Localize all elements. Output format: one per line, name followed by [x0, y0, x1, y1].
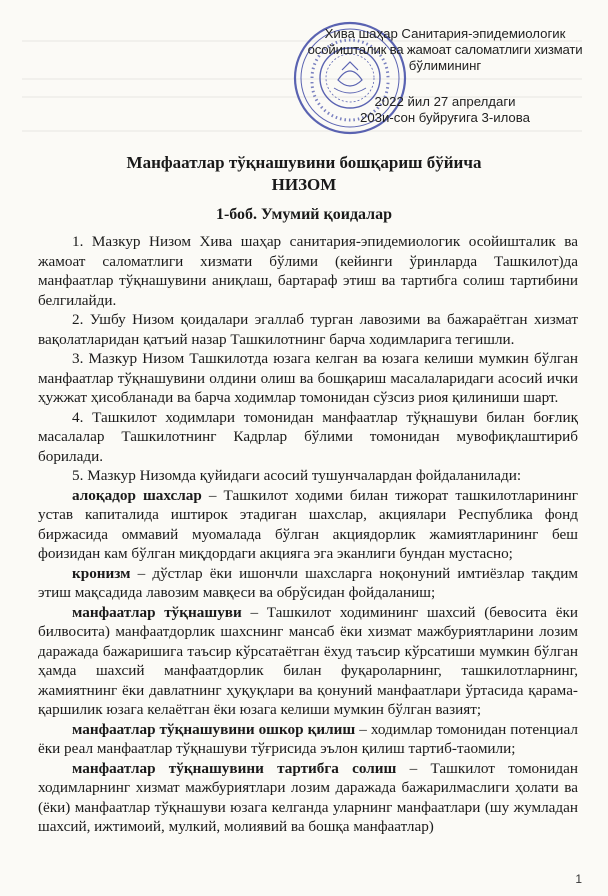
definition-item	[38, 720, 578, 759]
definition-text: – Ташкилот ходими билан тижорат ташкилотларининг устав капиталида иштирок этадиган шахслар, акциялари Республика фонд биржасида оммавий муомалада бўлган акциядорлик жамиятларининг беш фоизидан кам бўлган миқдордаги акцияга эга эканлиги бундан мустасно;	[38, 486, 578, 562]
chapter-heading: 1-боб. Умумий қоидалар	[215, 206, 393, 223]
page-number: 1	[575, 872, 582, 886]
paragraph: 2. Ушбу Низом қоидалари эгаллаб турган лавозими ва бажараётган хизмат вақолатларидан қатъий назар Ташкилотнинг барча ходимларига тегишли.	[38, 311, 578, 348]
paragraph: 5. Мазкур Низомда қуйидаги асосий тушунчалардан фойдаланилади:	[72, 467, 522, 484]
paragraph: 1. Мазкур Низом Хива шаҳар санитария-эпидемиологик осойишталик ва жамоат саломатлиги хизмати бўлими (кейинги ўринларда Ташкилот)да манфаатлар тўқнашувини аниқлаш, бартараф этиш ва тартибга солиш тартибини белгилайди.	[38, 233, 578, 309]
definition-term: кронизм	[72, 564, 131, 582]
title-line1: Манфаатлар тўқнашувини бошқариш бўйича	[126, 153, 482, 172]
definition-item	[38, 759, 578, 837]
document-body	[38, 232, 578, 837]
paragraph: 3. Мазкур Низом Ташкилотда юзага келган ва юзага келиши мумкин бўлган манфаатлар тўқнашувини олдини олиш ва бошқариш масалаларидаги асосий ички ҳужжат ҳисобланади ва барча ходимлар томонидан сўзсиз риоя қилиниши шарт.	[38, 350, 578, 406]
definition-term: манфаатлар тўқнашувини тартибга солиш	[72, 759, 397, 777]
header-order-date: 2022 йил 27 апрелдаги	[374, 94, 516, 109]
definition-term: алоқадор шахслар	[72, 486, 202, 504]
header-organization-line1: Хива шаҳар Санитария-эпидемиологик	[324, 26, 566, 41]
definition-text: – дўстлар ёки ишончли шахсларга ноқонуний имтиёзлар тақдим этиш мақсадида лавозим мавқеси ва обрўсидан фойдаланиш;	[38, 564, 578, 601]
paragraph: 4. Ташкилот ходимлари томонидан манфаатлар тўқнашуви билан боғлиқ масалалар Ташкилотнинг Кадрлар бўлими томонидан мувофиқлаштириб борилади.	[38, 408, 578, 465]
definition-text: – Ташкилот ходимининг шахсий (бевосита ёки билвосита) манфаатдорлик шахснинг мансаб ёки хизмат мажбуриятларини лозим даражада бажаришига таъсир кўрсатаётган ёхуд таъсир кўрсатиши мумкин бўлган ҳамда шахсий манфаатдорлик билан фуқароларнинг, ташкилотларнинг, жамиятнинг ёки давлатнинг ҳуқуқлари ва қонуний манфаатлари ўртасида қарама-қаршилик юзага келаётган ёки юзага келиши мумкин бўлган вазият;	[38, 603, 578, 718]
definition-item	[38, 564, 578, 603]
document-title	[0, 153, 608, 195]
definition-item	[38, 603, 578, 720]
approval-header	[300, 26, 590, 126]
definition-item	[38, 486, 578, 564]
definition-term: манфаатлар тўқнашувини ошкор қилиш	[72, 720, 356, 738]
header-organization-line2: осойишталик ва жамоат саломатлиги хизмати	[307, 42, 583, 57]
definition-text: – Ташкилот томонидан ходимларнинг хизмат мажбуриятлари лозим даражада бажарилмаслиги ҳолати ва (ёки) манфаатлар тўқнашуви юзага келганда уларнинг манфаатлари (шу жумладан шахсий, ижтимоий, мулкий, молиявий ва бошқа манфаатлар)	[38, 759, 578, 835]
definition-text: – ходимлар томонидан потенциал ёки реал манфаатлар тўқнашуви тўғрисида эълон қилиш тартиб-таомили;	[38, 720, 578, 757]
definition-term: манфаатлар тўқнашуви	[72, 603, 242, 621]
header-order-number: 203и-сон буйруғига 3-илова	[360, 110, 530, 125]
title-line2: НИЗОМ	[271, 175, 337, 194]
header-organization-line3: бўлимининг	[408, 58, 482, 73]
